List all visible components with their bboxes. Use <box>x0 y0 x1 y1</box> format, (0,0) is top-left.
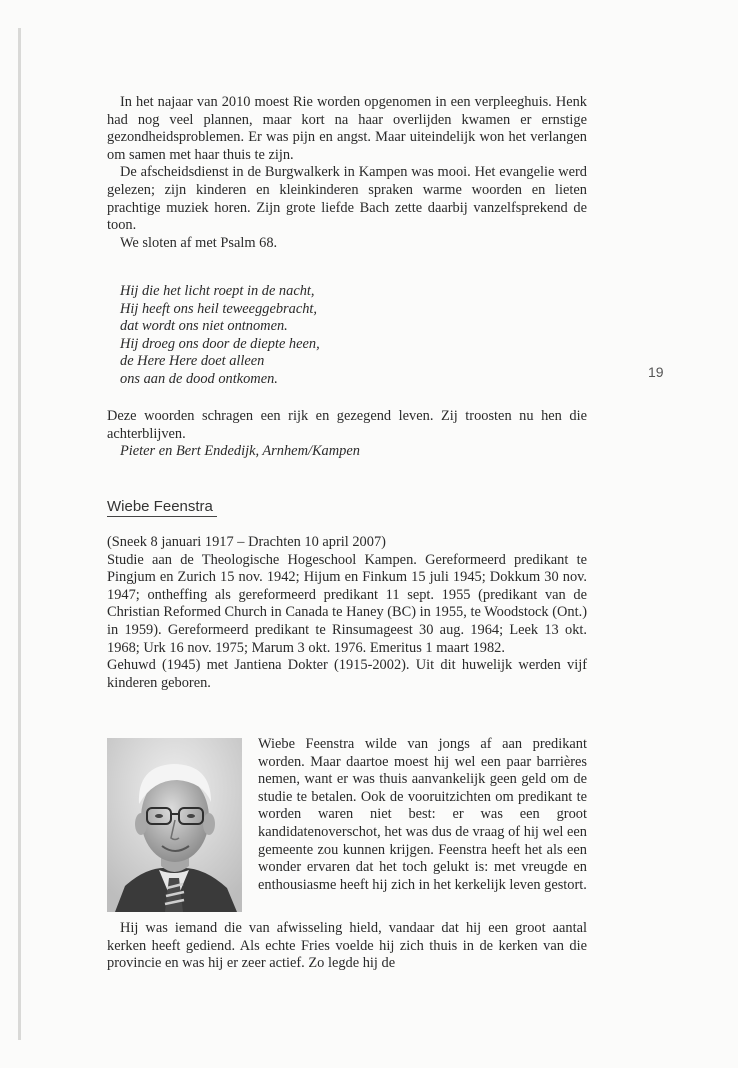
poem-line: Hij die het licht roept in de nacht, <box>120 283 315 299</box>
signature: Pieter en Bert Endedijk, Arnhem/Kampen <box>120 443 360 460</box>
paragraph: Hij was iemand die van afwisseling hield, vandaar dat hij een groot aantal kerken heeft gediend. Als echte Fries voelde hij zich thuis in de kerken van die provincie en was hij er zeer actief. Zo legde hij de <box>107 920 587 972</box>
memorial-rie-text <box>107 94 587 252</box>
paragraph: Wiebe Feenstra wilde van jongs af aan predikant worden. Maar daartoe moest hij wel een paar barrières nemen, want er was thuis aanvankelijk geen geld om de studie te betalen. Ook de vooruitzichten om predikant te worden waren niet best: er was een groot kandidatenoverschot, het was dus de vraag of hij wel een gemeente zou kunnen krijgen. Feenstra heeft het als een wonder ervaren dat het toch gelukt is: met vreugde en enthousiasme heeft hij zich in het kerkelijk leven gestort. <box>258 736 587 893</box>
biography-text-beside-photo <box>258 736 587 894</box>
psalm-68-poem <box>120 283 320 389</box>
career-record: Studie aan de Theologische Hogeschool Kampen. Gereformeerd predikant te Pingjum en Zurich 15 nov. 1942; Hijum en Finkum 15 juli 1945; Dokkum 30 nov. 1947; ontheffing als gereformeerd predikant 11 sept. 1955 (predikant van de Christian Reformed Church in Canada te Haney (BC) in 1955, te Woodstock (Ont.) in 1959). Gereformeerd predikant te Rinsumageest 30 aug. 1964; Leek 13 okt. 1968; Urk 16 nov. 1975; Marum 3 okt. 1976. Emeritus 1 maart 1982. <box>107 551 587 656</box>
portrait-photo <box>107 738 242 912</box>
poem-line: Hij droeg ons door de diepte heen, <box>120 335 320 352</box>
paragraph: De afscheidsdienst in de Burgwalkerk in Kampen was mooi. Het evangelie werd gelezen; zijn kinderen en kleinkinderen spraken warme woorden en lieten prachtige muziek horen. Zijn grote liefde Bach zette daarbij vanzelfsprekend de toon. <box>107 164 587 234</box>
memorial-closing <box>107 408 587 461</box>
biography-summary <box>107 534 587 692</box>
portrait-illustration <box>107 738 242 912</box>
closing-paragraph: Deze woorden schragen een rijk en gezegend leven. Zij troosten nu hen die achterblijven. <box>107 408 587 442</box>
poem-line: ons aan de dood ontkomen. <box>120 370 278 387</box>
paragraph: In het najaar van 2010 moest Rie worden opgenomen in een verpleeghuis. Henk had nog veel plannen, maar kort na haar overlijden kwamen er ernstige gezondheidsproblemen. Er was pijn en angst. Maar uiteindelijk won het verlangen om samen met haar thuis te zijn. <box>107 94 587 163</box>
page-number: 19 <box>648 364 664 380</box>
poem-line: de Here Here doet alleen <box>120 353 265 370</box>
poem-line: Hij heeft ons heil teweeggebracht, <box>120 300 318 317</box>
life-dates: (Sneek 8 januari 1917 – Drachten 10 april 2007) <box>107 534 386 550</box>
family-record: Gehuwd (1945) met Jantiena Dokter (1915-2002). Uit dit huwelijk werden vijf kinderen geboren. <box>107 657 587 691</box>
poem-line: dat wordt ons niet ontnomen. <box>120 318 288 335</box>
section-heading: Wiebe Feenstra <box>107 498 217 517</box>
biography-text-continued <box>107 920 587 973</box>
page-gutter-line <box>18 28 21 1040</box>
paragraph: We sloten af met Psalm 68. <box>120 234 278 251</box>
